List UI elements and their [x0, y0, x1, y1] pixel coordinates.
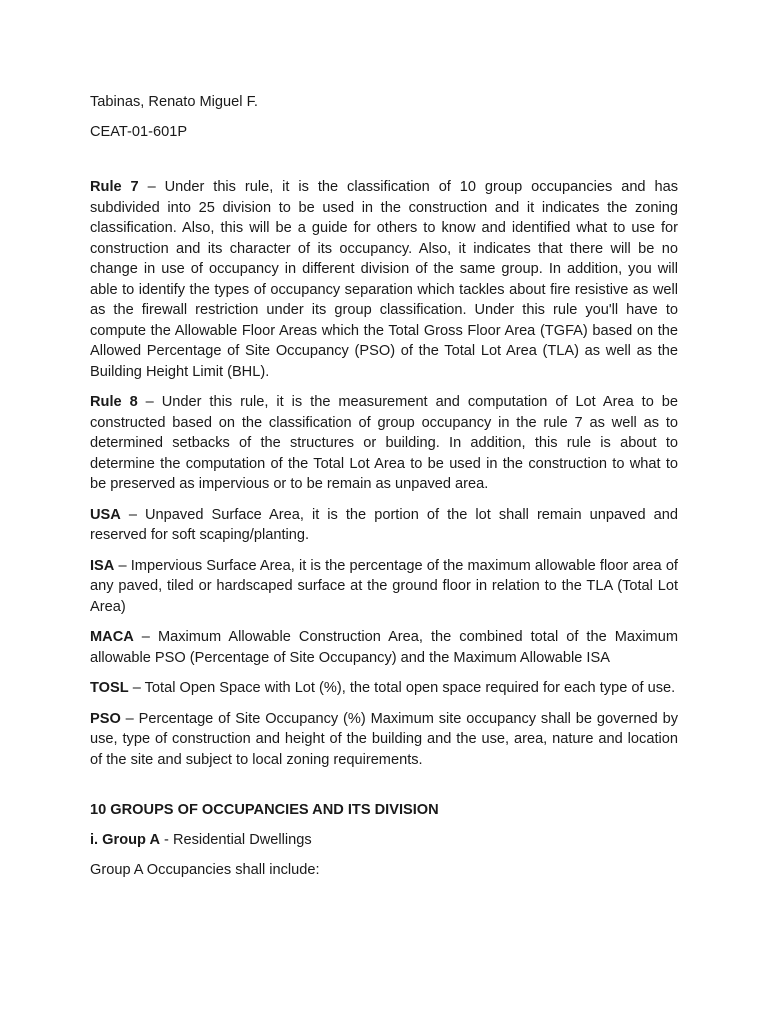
paragraph-tosl [90, 678, 678, 699]
term-label: MACA [90, 629, 134, 645]
term-text: – Percentage of Site Occupancy (%) Maximum site occupancy shall be governed by use, type of construction and height of the building and the use, area, nature and location of the site and subject to local zoning requirements. [90, 710, 678, 768]
group-intro: Group A Occupancies shall include: [90, 862, 320, 878]
term-label: USA [90, 506, 121, 523]
term-text: – Maximum Allowable Construction Area, the combined total of the Maximum allowable PSO (Percentage of Site Occupancy) and the Maximum Allowable ISA [90, 629, 678, 666]
term-text: – Under this rule, it is the measurement and computation of Lot Area to be constructed based on the classification of group occupancy in the rule 7 as well as to determined setbacks of the structures or building. In addition, this rule is about to determine the computation of the Total Lot Area to be used in the construction to what to be preserved as impervious or to be remain as unpaved area. [90, 394, 678, 492]
paragraph-pso [90, 709, 678, 771]
term-label: Rule 7 [90, 179, 139, 195]
paragraph-usa [90, 505, 678, 546]
term-text: – Total Open Space with Lot (%), the total open space required for each type of use. [128, 680, 676, 696]
paragraph-maca [90, 627, 678, 668]
section-heading: 10 GROUPS OF OCCUPANCIES AND ITS DIVISION [90, 802, 439, 818]
term-text: – Impervious Surface Area, it is the percentage of the maximum allowable floor area of any paved, tiled or hardscaped surface at the ground floor in relation to the TLA (Total Lot Area) [90, 557, 678, 615]
term-label: TOSL [90, 680, 129, 696]
term-label: ISA [90, 557, 115, 574]
term-text: – Under this rule, it is the classification of 10 group occupancies and has subdivided into 25 division to be used in the construction and it indicates the zoning classification. Also, this will be a guide for others to know and identified what to use for construction and its character of its occupancy. Also, it indicates that there will be no change in use of occupancy in different division of the same group. In addition, you will able to identify the types of occupancy separation which tackles about fire resistive as well as the firewall restriction under its group classification. Under this rule you'll have to compute the Allowable Floor Areas which the Total Gross Floor Area (TGFA) based on the Allowed Percentage of Site Occupancy (PSO) of the Total Lot Area (TLA) as well as the Building Height Limit (BHL). [90, 179, 678, 380]
course-code: CEAT-01-601P [90, 124, 188, 140]
term-text: – Unpaved Surface Area, it is the portion of the lot shall remain unpaved and reserved for soft scaping/planting. [90, 506, 678, 543]
author-name: Tabinas, Renato Miguel F. [90, 94, 258, 110]
paragraph-isa [90, 556, 678, 618]
paragraph-rule-7 [90, 177, 678, 382]
term-label: PSO [90, 710, 121, 727]
group-label: i. Group A [90, 832, 160, 848]
paragraph-rule-8 [90, 392, 678, 495]
group-title [90, 830, 678, 851]
definitions [90, 177, 678, 770]
term-label: Rule 8 [90, 394, 138, 410]
group-description: - Residential Dwellings [160, 832, 312, 848]
